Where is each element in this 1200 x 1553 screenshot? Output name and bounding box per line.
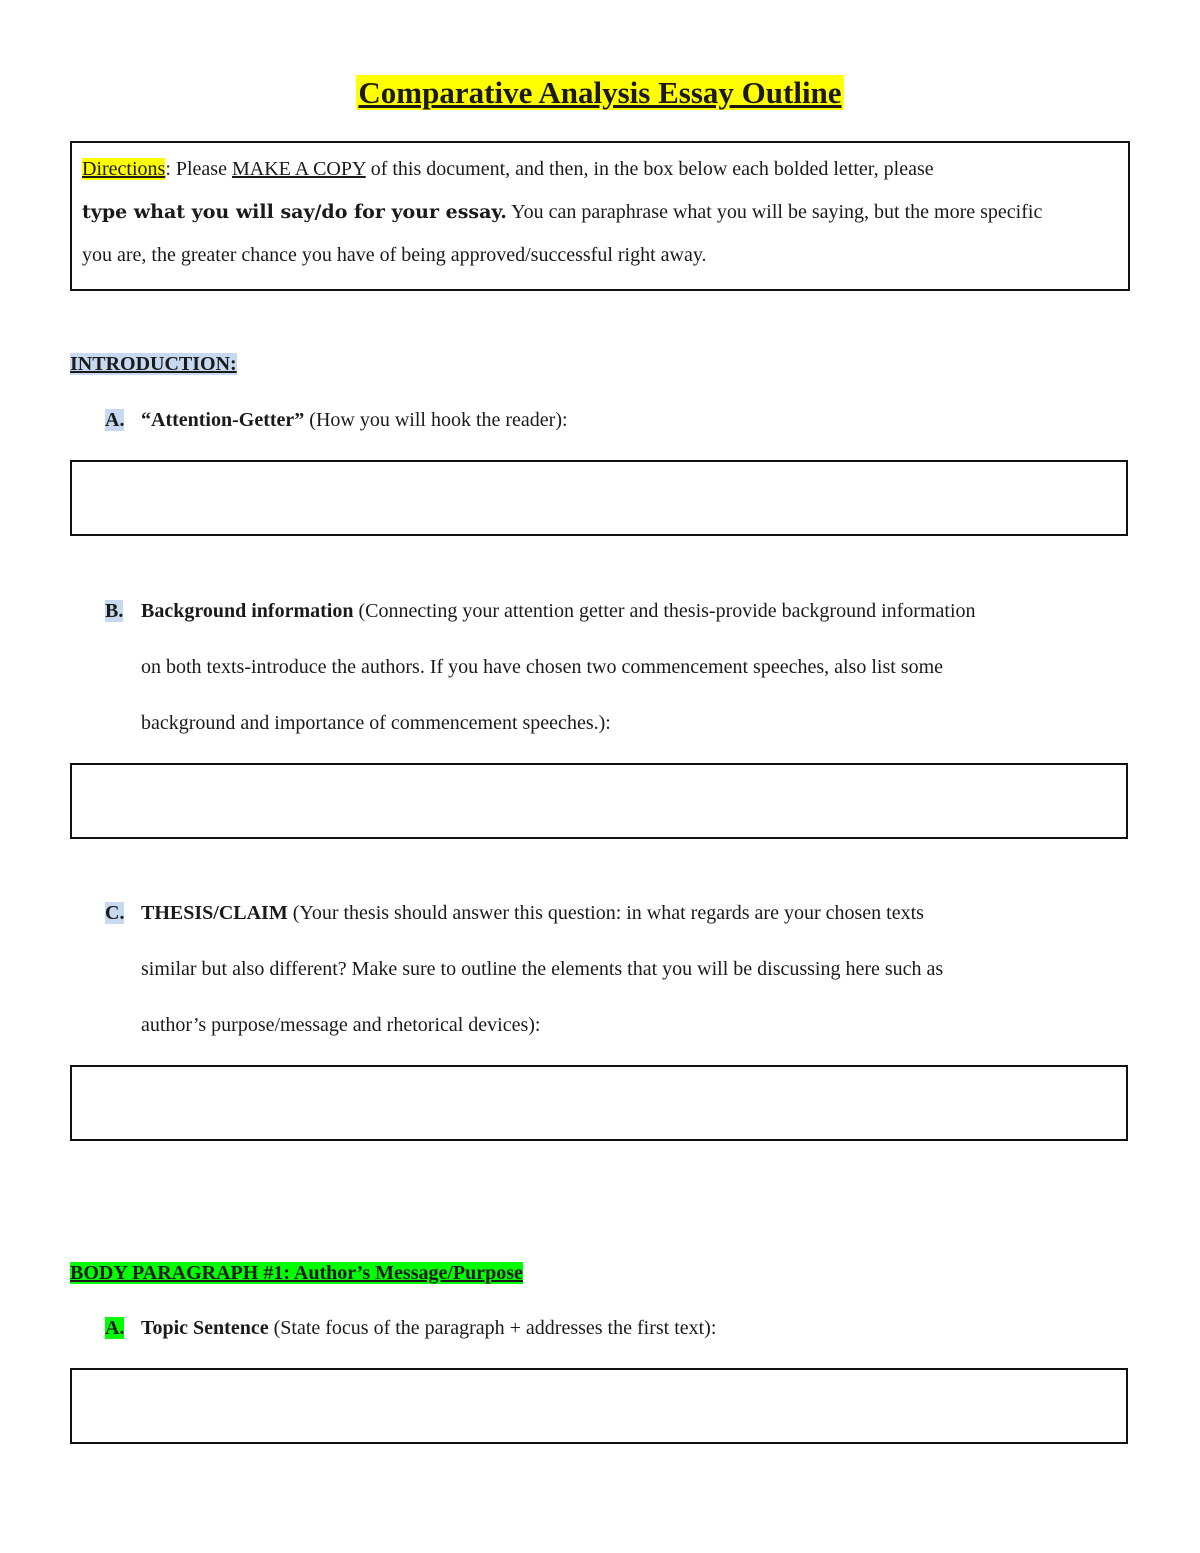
- body1-a-letter: A.: [105, 1317, 125, 1339]
- intro-c-line2: similar but also different? Make sure to outline the elements that you will be discussing here such as: [141, 958, 944, 980]
- directions-bold-text: type what you will say/do for your essay.: [82, 201, 507, 223]
- directions-label: Directions: [82, 158, 166, 180]
- intro-c-line1: (Your thesis should answer this question: in what regards are your chosen texts: [287, 902, 924, 924]
- introduction-heading: INTRODUCTION:: [70, 353, 237, 375]
- intro-c-line3: author’s purpose/message and rhetorical devices):: [141, 1014, 541, 1036]
- intro-a-text: (How you will hook the reader):: [304, 409, 568, 431]
- intro-b-line1: (Connecting your attention getter and thesis-provide background information: [353, 600, 976, 622]
- make-copy-text: MAKE A COPY: [231, 158, 366, 180]
- background-info-answer-box[interactable]: [70, 763, 1128, 839]
- intro-c-bold: THESIS/CLAIM: [141, 902, 288, 924]
- thesis-answer-box[interactable]: [70, 1065, 1128, 1141]
- attention-getter-answer-box[interactable]: [70, 460, 1128, 536]
- directions-text-3: You can paraphrase what you will be saying, but the more specific: [506, 201, 1043, 223]
- intro-b-line3: background and importance of commencement speeches.):: [141, 712, 611, 734]
- intro-item-c: [105, 885, 1135, 1053]
- intro-c-letter: C.: [105, 902, 125, 924]
- directions-text-4: you are, the greater chance you have of being approved/successful right away.: [82, 244, 707, 266]
- intro-item-a: [105, 392, 1135, 448]
- page-title: [0, 72, 1200, 114]
- directions-text-1: Please: [170, 158, 232, 180]
- intro-b-letter: B.: [105, 600, 124, 622]
- topic-sentence-answer-box[interactable]: [70, 1368, 1128, 1444]
- intro-a-bold: “Attention-Getter”: [141, 409, 305, 431]
- body1-a-text: (State focus of the paragraph + addresses the first text):: [268, 1317, 717, 1339]
- directions-text: [82, 148, 1122, 277]
- body1-a-bold: Topic Sentence: [141, 1317, 269, 1339]
- body1-item-a: [105, 1300, 1135, 1356]
- body-paragraph-1-heading: BODY PARAGRAPH #1: Author’s Message/Purpose: [70, 1262, 523, 1284]
- intro-b-bold: Background information: [141, 600, 354, 622]
- intro-b-line2: on both texts-introduce the authors. If you have chosen two commencement speeches, also list some: [141, 656, 944, 678]
- intro-a-letter: A.: [105, 409, 125, 431]
- directions-colon: :: [165, 158, 171, 180]
- title-text: Comparative Analysis Essay Outline: [358, 75, 842, 110]
- directions-text-2: of this document, and then, in the box below each bolded letter, please: [365, 158, 934, 180]
- directions-box: [70, 141, 1130, 291]
- intro-item-b: [105, 583, 1135, 751]
